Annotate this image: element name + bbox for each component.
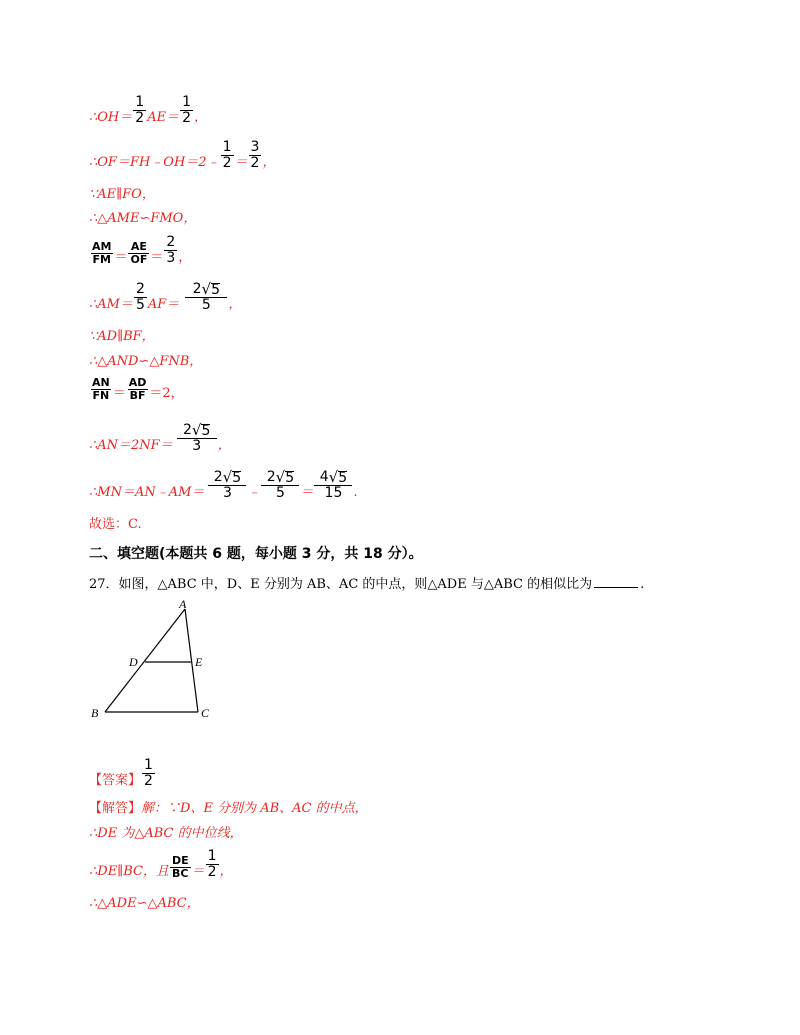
sqrt-fraction <box>177 423 217 454</box>
solution-line-2 <box>89 140 275 171</box>
answer-blank <box>594 577 638 588</box>
denominator: 5 <box>261 485 299 501</box>
denominator: 3 <box>166 250 176 266</box>
denominator: FN <box>92 389 110 402</box>
sqrt-expression: 2 √ 5 <box>192 280 221 298</box>
denominator: 2 <box>207 864 217 880</box>
equals-sign: ＝ <box>150 250 164 265</box>
solution-line-9 <box>89 377 184 402</box>
denominator: 2 <box>135 110 145 126</box>
numerator: 1 <box>144 757 153 773</box>
line-text: ＝ <box>234 155 248 170</box>
equals-sign: ＝ <box>300 485 314 500</box>
numerator: AM <box>92 240 112 253</box>
numerator: 1 <box>182 94 192 110</box>
fraction <box>90 241 113 266</box>
coefficient: 2 <box>266 469 276 485</box>
numerator: DE <box>171 854 189 867</box>
label-b: B <box>91 706 99 720</box>
line-text: ∴AM＝ <box>89 297 133 312</box>
solution-text: ∴DE∥BC，且 <box>89 864 169 879</box>
solution-step-2 <box>89 826 243 842</box>
denominator: 15 <box>314 485 352 501</box>
label-d: D <box>129 655 138 669</box>
fraction <box>180 95 193 126</box>
sqrt-fraction <box>185 282 227 313</box>
coefficient: 4 <box>319 469 329 485</box>
sqrt-expression: 2 √ 5 <box>183 421 211 439</box>
sqrt-fraction <box>208 470 246 501</box>
sqrt-expression: 2 √ 5 <box>213 468 242 486</box>
solution-text: ， <box>219 864 233 879</box>
fraction <box>170 855 191 880</box>
equals-sign: ＝ <box>191 864 205 879</box>
label-e: E <box>195 655 203 669</box>
label-a: A <box>179 597 187 611</box>
denominator: 3 <box>177 438 217 454</box>
denominator: 2 <box>222 155 232 171</box>
fraction <box>221 140 234 171</box>
line-text: . <box>353 485 358 500</box>
numerator: 3 <box>250 139 260 155</box>
denominator: 2 <box>144 773 153 789</box>
solution-line-4 <box>89 211 196 227</box>
denominator: 2 <box>182 110 192 126</box>
solution-text: ∴△ADE∽△ABC， <box>89 896 200 911</box>
line-text: AE＝ <box>147 110 180 125</box>
minus-sign: ﹣ <box>247 485 261 500</box>
line-text: ∴OF＝FH﹣OH＝2﹣ <box>89 155 220 170</box>
denominator: OF <box>130 253 148 266</box>
numerator: 1 <box>207 848 217 864</box>
numerator: AE <box>130 240 147 253</box>
solution-line-3 <box>89 187 155 203</box>
solution-text: 解：∵D、E 分别为 AB、AC 的中点， <box>141 801 368 816</box>
radicand: 5 <box>338 470 348 486</box>
sqrt-fraction <box>261 470 299 501</box>
numerator: AN <box>92 376 110 389</box>
line-text: ∴OH＝ <box>89 110 133 125</box>
radicand: 5 <box>211 282 221 298</box>
numerator: 1 <box>222 139 232 155</box>
solution-line-10 <box>89 423 231 454</box>
solution-text: ∴DE 为△ABC 的中位线， <box>89 826 243 841</box>
label-c: C <box>201 706 210 720</box>
numerator: 2 <box>166 234 176 250</box>
question-end: . <box>640 577 645 592</box>
answer-line <box>89 758 156 789</box>
numerator: AD <box>128 376 147 389</box>
equals-sign: ＝ <box>114 250 128 265</box>
solution-line-5 <box>89 235 191 266</box>
line-text: ∴△AND∽△FNB， <box>89 354 203 369</box>
solution-step-3 <box>89 849 233 880</box>
numerator: 1 <box>135 94 145 110</box>
sqrt-fraction <box>314 470 352 501</box>
coefficient: 2 <box>213 469 223 485</box>
question-number: 27． <box>89 577 119 592</box>
denominator: BC <box>172 867 189 880</box>
radicand: 5 <box>232 470 242 486</box>
line-text: ∵AD∥BF， <box>89 329 155 344</box>
fraction <box>206 849 219 880</box>
line-text: ， <box>194 110 208 125</box>
solution-line-7 <box>89 329 155 345</box>
line-text: ＝2， <box>149 386 184 401</box>
fraction <box>133 95 146 126</box>
denominator: 2 <box>250 155 260 171</box>
equals-sign: ＝ <box>112 386 126 401</box>
fraction <box>127 377 149 402</box>
solution-line-6 <box>89 282 241 313</box>
line-text: 故选：C. <box>89 517 142 532</box>
question-27 <box>89 573 644 592</box>
denominator: FM <box>92 253 111 266</box>
sqrt-expression: 2 √ 5 <box>266 468 295 486</box>
fraction <box>249 140 262 171</box>
line-text: ∴△AME∽FMO， <box>89 211 197 226</box>
question-text: 如图，△ABC 中，D、E 分别为 AB、AC 的中点，则△ADE 与△ABC 的相似比为 <box>118 577 593 592</box>
denominator: BF <box>129 389 146 402</box>
fraction <box>90 377 112 402</box>
answer-label: 【答案】 <box>89 773 142 788</box>
fraction <box>164 235 177 266</box>
line-text: ∴AN＝2NF＝ <box>89 438 173 453</box>
line-text: ∴MN＝AN﹣AM＝ <box>89 485 205 500</box>
numerator: 2 <box>135 281 145 297</box>
side-ab <box>105 609 185 712</box>
solution-line-8 <box>89 354 202 370</box>
fraction <box>134 282 147 313</box>
solution-line-12 <box>89 517 142 533</box>
solution-line-1 <box>89 95 207 126</box>
line-text: ∵AE∥FO， <box>89 187 155 202</box>
line-text: ， <box>262 155 276 170</box>
solution-step-1 <box>89 801 368 817</box>
coefficient: 2 <box>183 422 192 438</box>
answer-fraction <box>142 758 155 789</box>
radicand: 5 <box>285 470 295 486</box>
section-heading: 二、填空题(本题共 6 题，每小题 3 分，共 18 分）。 <box>89 546 423 562</box>
line-text: ， <box>178 250 192 265</box>
triangle-figure <box>85 596 225 726</box>
radicand: 5 <box>201 423 211 439</box>
coefficient: 2 <box>192 281 202 297</box>
solution-line-11 <box>89 470 358 501</box>
denominator: 5 <box>185 297 227 313</box>
line-text: ， <box>228 297 242 312</box>
sqrt-expression: 4 √ 5 <box>319 468 348 486</box>
line-text: AF＝ <box>147 297 180 312</box>
solution-label: 【解答】 <box>89 801 142 816</box>
fraction <box>128 241 149 266</box>
denominator: 5 <box>135 297 145 313</box>
solution-step-4 <box>89 896 200 912</box>
denominator: 3 <box>208 485 246 501</box>
line-text: ， <box>217 438 231 453</box>
